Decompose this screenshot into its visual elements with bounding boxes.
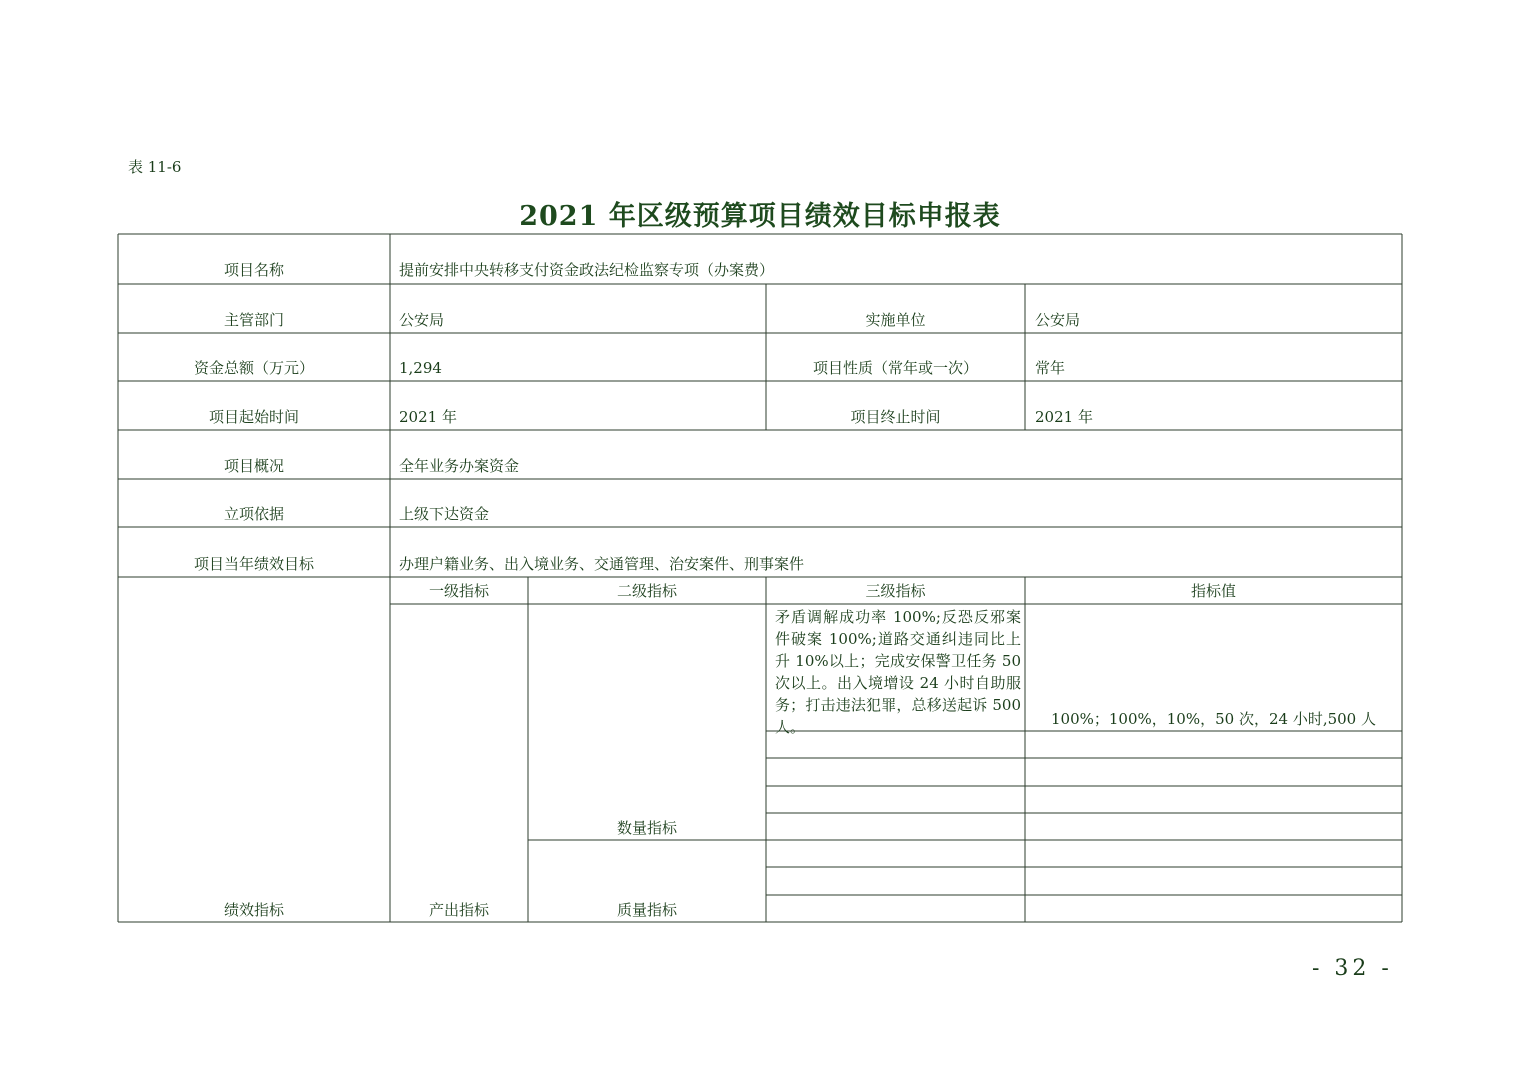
performance-indicator-label: 绩效指标 xyxy=(223,901,284,919)
start-time-value: 2021 年 xyxy=(399,408,457,426)
annual-goal-value: 办理户籍业务、出入境业务、交通管理、治安案件、刑事案件 xyxy=(399,555,805,573)
implementing-unit-label: 实施单位 xyxy=(865,311,926,329)
start-time-label: 项目起始时间 xyxy=(208,408,299,426)
end-time-label: 项目终止时间 xyxy=(850,408,941,426)
end-time-value: 2021 年 xyxy=(1035,408,1093,426)
level3-indicator-text: 矛盾调解成功率 100%;反恐反邪案件破案 100%;道路交通纠违同比上升 10%以上；完成安保警卫任务 50 次以上。出入境增设 24 小时自助服务；打击违法犯罪，总移送起诉 500 人。 xyxy=(775,608,1021,736)
page-number: - 32 - xyxy=(1312,956,1393,981)
page-title: 2021 年区级预算项目绩效目标申报表 xyxy=(519,201,1001,232)
level1-header: 一级指标 xyxy=(428,582,489,600)
total-funds-value: 1,294 xyxy=(399,359,442,377)
project-name-label: 项目名称 xyxy=(223,261,284,279)
output-indicator-label: 产出指标 xyxy=(428,901,489,919)
overview-label: 项目概况 xyxy=(223,457,284,475)
project-nature-label: 项目性质（常年或一次） xyxy=(812,359,978,377)
project-name-value: 提前安排中央转移支付资金政法纪检监察专项（办案费） xyxy=(399,261,775,279)
project-nature-value: 常年 xyxy=(1035,359,1066,377)
department-label: 主管部门 xyxy=(223,311,284,329)
annual-goal-label: 项目当年绩效目标 xyxy=(193,555,314,573)
basis-value: 上级下达资金 xyxy=(399,505,490,523)
basis-label: 立项依据 xyxy=(223,505,284,523)
table-number-label: 表 11-6 xyxy=(128,158,182,176)
indicator-value-header: 指标值 xyxy=(1190,582,1236,600)
quantity-indicator-label: 数量指标 xyxy=(616,819,677,837)
implementing-unit-value: 公安局 xyxy=(1035,311,1081,329)
quality-indicator-label: 质量指标 xyxy=(616,901,677,919)
level3-header: 三级指标 xyxy=(865,582,926,600)
overview-value: 全年业务办案资金 xyxy=(399,457,520,475)
indicator-value-text: 100%；100%，10%，50 次，24 小时,500 人 xyxy=(1051,710,1376,728)
level2-header: 二级指标 xyxy=(616,582,677,600)
total-funds-label: 资金总额（万元） xyxy=(193,359,314,377)
department-value: 公安局 xyxy=(399,311,445,329)
